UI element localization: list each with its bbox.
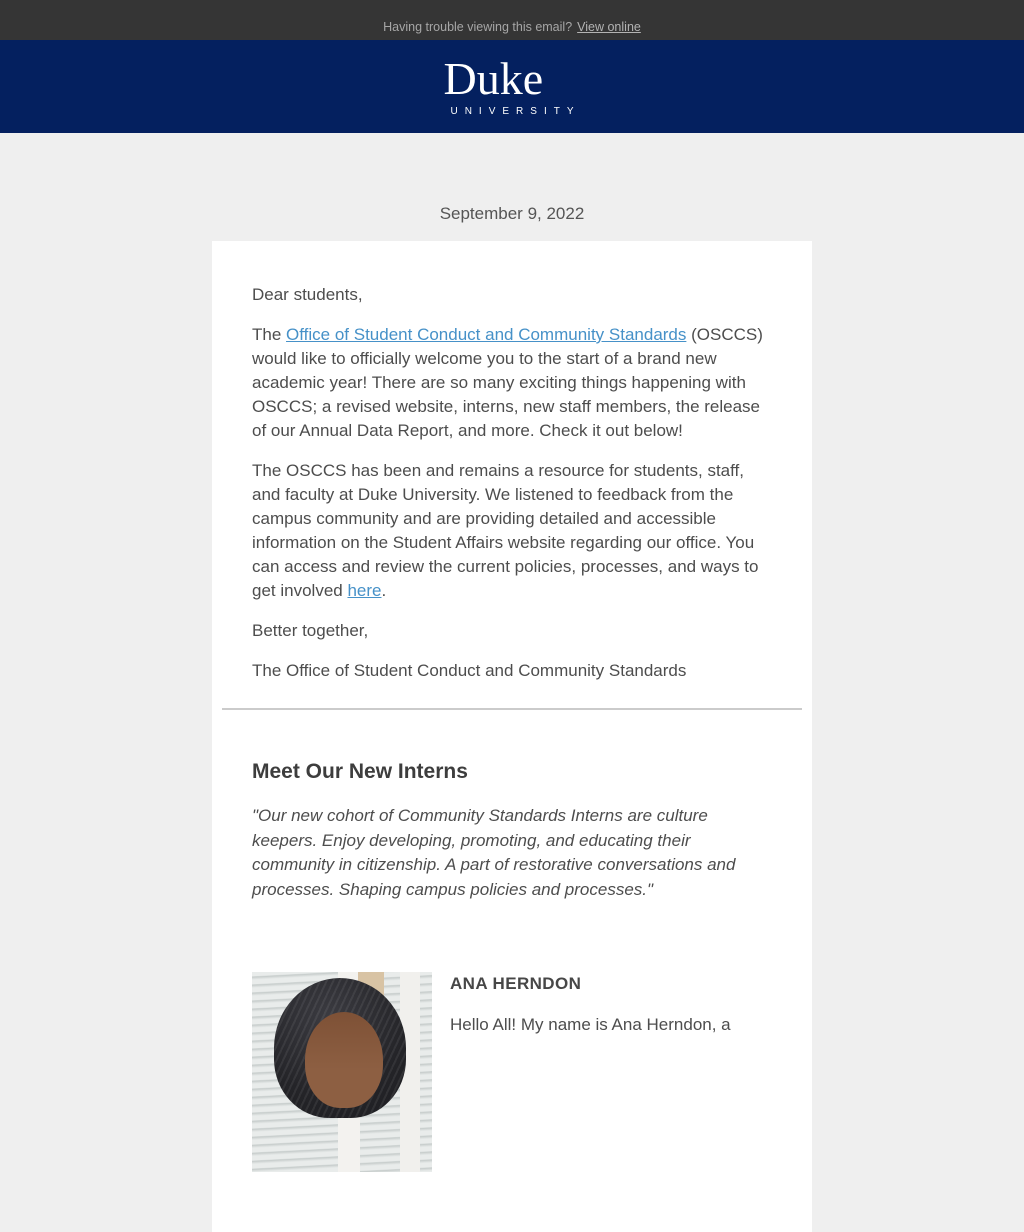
osccs-link[interactable]: Office of Student Conduct and Community Standards <box>286 325 687 344</box>
intern-row <box>252 972 772 1172</box>
view-online-bar <box>0 0 1024 40</box>
duke-logo-wordmark: Duke <box>443 53 544 104</box>
interns-quote: "Our new cohort of Community Standards Interns are culture keepers. Enjoy developing, promoting, and educating their community in citizenship. A part of restorative conversations and processes. Shaping campus policies and processes." <box>252 806 736 899</box>
intro-text-before-link: The <box>252 325 287 344</box>
resource-paragraph <box>252 459 772 603</box>
interns-section <box>212 760 812 1172</box>
topbar-message: Having trouble viewing this email? <box>383 20 573 34</box>
intern-bio: Hello All! My name is Ana Herndon, a <box>450 1015 731 1034</box>
section-divider <box>222 708 802 710</box>
resource-text-after-link: . <box>381 581 387 600</box>
signature-line: The Office of Student Conduct and Community Standards <box>252 661 687 680</box>
intro-text-after-link: (OSCCS) would like to officially welcome you to the start of a brand new academic year! There are so many exciting things happening with OSCCS; a revised website, interns, new staff members, the release of our Annual Data Report, and more. Check it out below! <box>252 325 763 440</box>
salutation: Dear students, <box>252 285 363 304</box>
closing-line: Better together, <box>252 621 369 640</box>
intro-paragraph <box>252 323 772 443</box>
duke-header <box>0 40 1024 133</box>
letter-body <box>212 283 812 683</box>
here-link[interactable]: here <box>347 581 382 600</box>
intern-photo <box>252 972 432 1172</box>
photo-face <box>305 1012 383 1108</box>
resource-text-before-link: The OSCCS has been and remains a resource for students, staff, and faculty at Duke University. We listened to feedback from the campus community and are providing detailed and accessible information on the Student Affairs website regarding our office. You can access and review the current policies, processes, and ways to get involved <box>252 461 759 600</box>
email-date: September 9, 2022 <box>439 204 585 223</box>
duke-logo-university-label: UNIVERSITY <box>450 106 581 117</box>
intern-name: ANA HERNDON <box>450 974 582 993</box>
interns-section-heading: Meet Our New Interns <box>252 760 468 783</box>
intern-info <box>450 972 731 1172</box>
view-online-link[interactable]: View online <box>577 20 641 34</box>
email-card <box>212 241 812 1232</box>
duke-logo <box>443 53 581 117</box>
